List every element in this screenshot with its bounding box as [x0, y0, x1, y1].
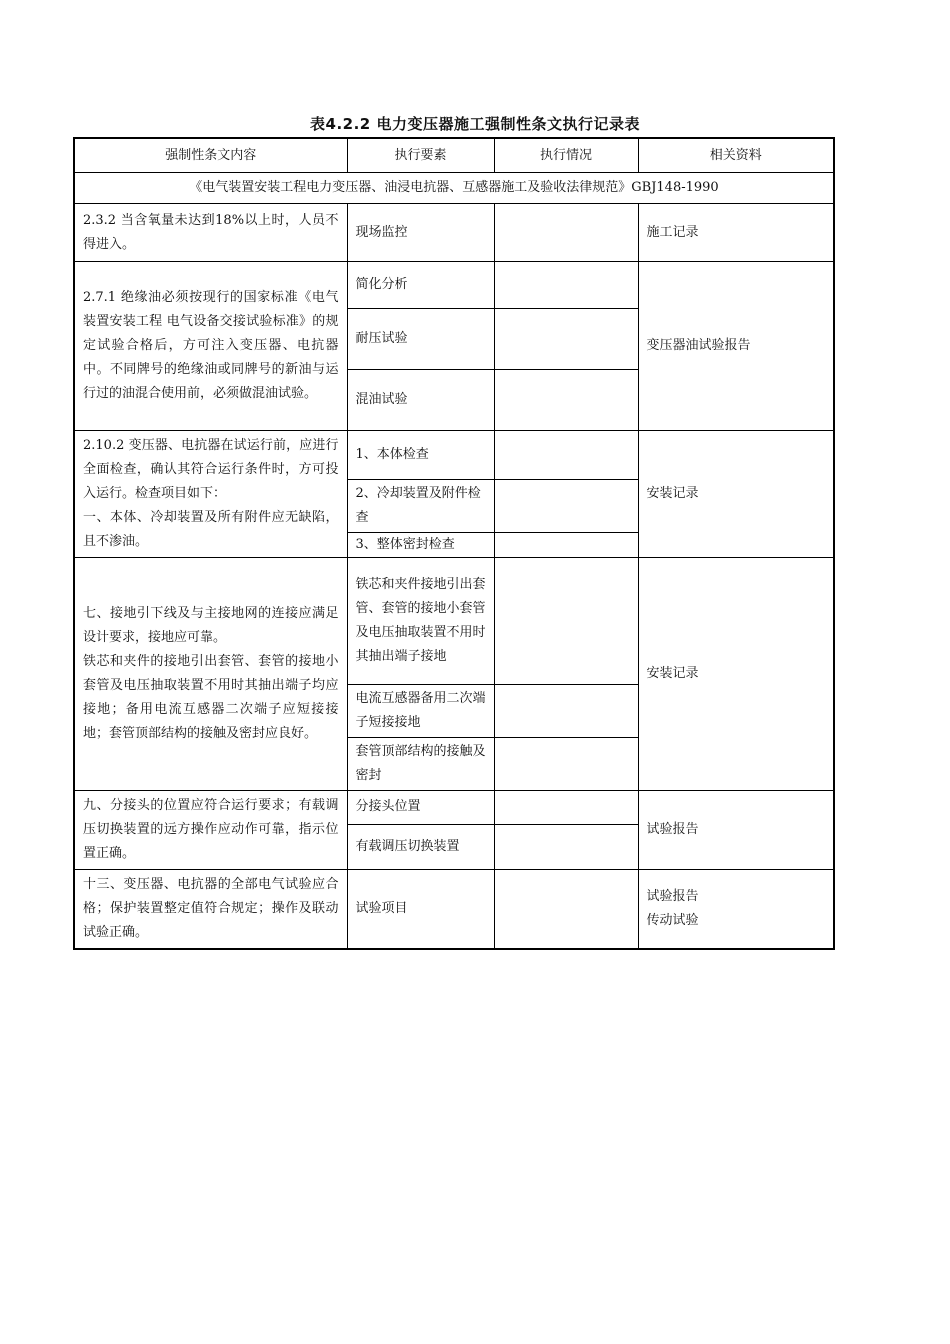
- execution-status-cell[interactable]: [494, 791, 638, 825]
- execution-status-cell[interactable]: [494, 262, 638, 309]
- table-row: [74, 204, 834, 262]
- execution-element: 有载调压切换装置: [347, 824, 494, 869]
- header-clause-content: 强制性条文内容: [74, 138, 347, 173]
- execution-element: 3、整体密封检查: [347, 533, 494, 558]
- execution-status-cell[interactable]: [494, 480, 638, 533]
- table-row: [74, 262, 834, 309]
- record-table: [73, 137, 835, 950]
- reference-document: 安装记录: [638, 431, 834, 558]
- execution-status-cell[interactable]: [494, 685, 638, 738]
- execution-element: 混油试验: [347, 370, 494, 431]
- table-row: [74, 431, 834, 480]
- table-row: [74, 791, 834, 825]
- execution-element: 分接头位置: [347, 791, 494, 825]
- table-row: [74, 558, 834, 685]
- execution-status-cell[interactable]: [494, 431, 638, 480]
- execution-status-cell[interactable]: [494, 533, 638, 558]
- clause-text: 2.10.2 变压器、电抗器在试运行前，应进行全面检查，确认其符合运行条件时，方可投入运行。检查项目如下： 一、本体、冷却装置及所有附件应无缺陷，且不渗油。: [74, 431, 347, 558]
- execution-element: 电流互感器备用二次端子短接接地: [347, 685, 494, 738]
- execution-element: 现场监控: [347, 204, 494, 262]
- reference-document: 施工记录: [638, 204, 834, 262]
- execution-status-cell[interactable]: [494, 309, 638, 370]
- execution-status-cell[interactable]: [494, 824, 638, 869]
- table-title: 表4.2.2 电力变压器施工强制性条文执行记录表: [310, 115, 640, 133]
- table-row: [74, 870, 834, 950]
- header-execution-status: 执行情况: [494, 138, 638, 173]
- header-execution-elements: 执行要素: [347, 138, 494, 173]
- clause-text: 十三、变压器、电抗器的全部电气试验应合格；保护装置整定值符合规定；操作及联动试验正确。: [74, 870, 347, 950]
- clause-text: 2.3.2 当含氧量未达到18%以上时，人员不得进入。: [74, 204, 347, 262]
- reference-document: 试验报告: [638, 791, 834, 870]
- execution-status-cell[interactable]: [494, 204, 638, 262]
- clause-text: 2.7.1 绝缘油必须按现行的国家标准《电气装置安装工程 电气设备交接试验标准》的规定试验合格后，方可注入变压器、电抗器中。不同牌号的绝缘油或同牌号的新油与运行过的油混合使用前，必须做混油试验。: [74, 262, 347, 431]
- execution-element: 简化分析: [347, 262, 494, 309]
- reference-document: 安装记录: [638, 558, 834, 791]
- header-related-documents: 相关资料: [638, 138, 834, 173]
- reference-document: 试验报告 传动试验: [638, 870, 834, 950]
- execution-status-cell[interactable]: [494, 870, 638, 950]
- execution-element: 耐压试验: [347, 309, 494, 370]
- execution-element: 套管顶部结构的接触及密封: [347, 738, 494, 791]
- header-row: [74, 138, 834, 173]
- execution-status-cell[interactable]: [494, 558, 638, 685]
- execution-element: 试验项目: [347, 870, 494, 950]
- execution-element: 1、本体检查: [347, 431, 494, 480]
- reference-document: 变压器油试验报告: [638, 262, 834, 431]
- clause-text: 七、接地引下线及与主接地网的连接应满足设计要求，接地应可靠。 铁芯和夹件的接地引出套管、套管的接地小套管及电压抽取装置不用时其抽出端子均应接地；备用电流互感器二次端子应短接接地；套管顶部结构的接触及密封应良好。: [74, 558, 347, 791]
- execution-status-cell[interactable]: [494, 738, 638, 791]
- code-row: [74, 173, 834, 204]
- clause-text: 九、分接头的位置应符合运行要求；有载调压切换装置的远方操作应动作可靠，指示位置正确。: [74, 791, 347, 870]
- execution-element: 2、冷却装置及附件检查: [347, 480, 494, 533]
- code-reference: 《电气装置安装工程电力变压器、油浸电抗器、互感器施工及验收法律规范》GBJ148-1990: [74, 173, 834, 204]
- execution-status-cell[interactable]: [494, 370, 638, 431]
- execution-element: 铁芯和夹件接地引出套管、套管的接地小套管及电压抽取装置不用时其抽出端子接地: [347, 558, 494, 685]
